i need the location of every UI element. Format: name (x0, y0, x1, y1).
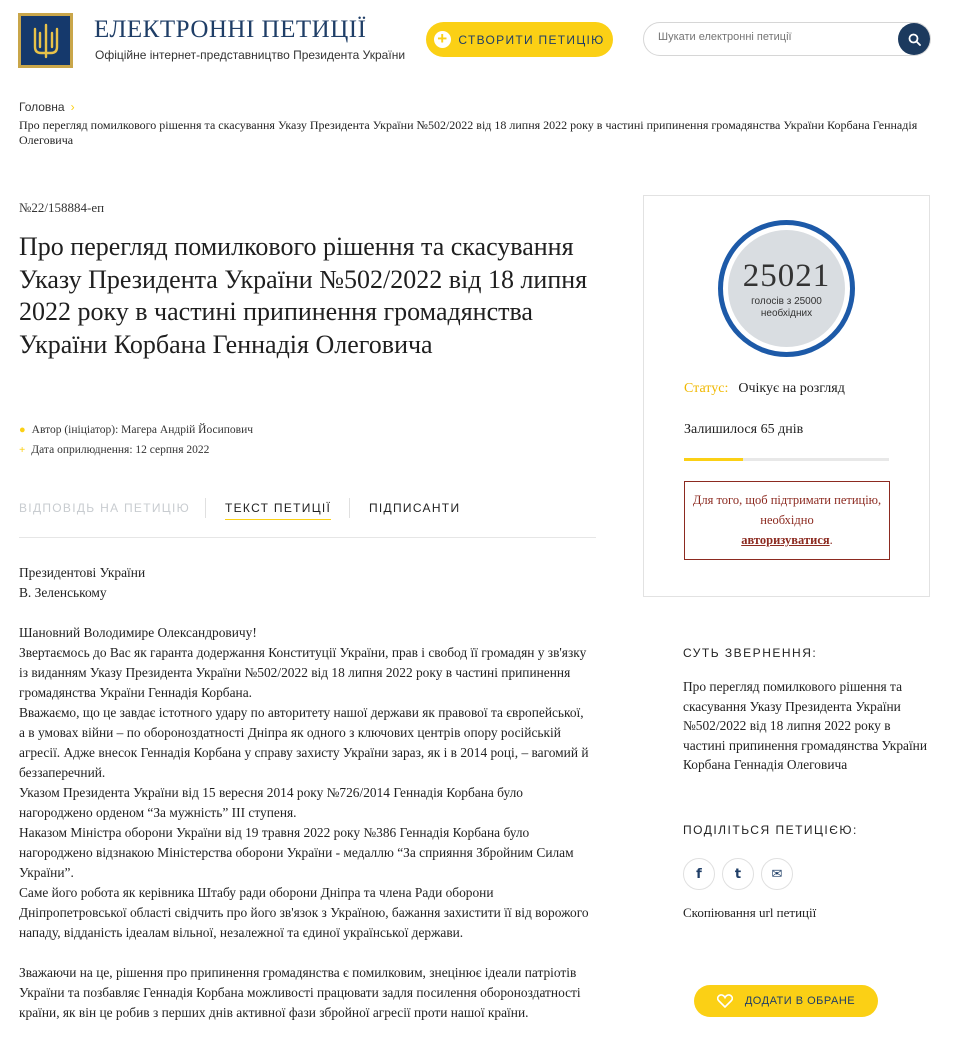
search-icon (908, 33, 921, 46)
auth-notice-text: Для того, щоб підтримати петицію, необхідно (692, 493, 882, 527)
plus-icon: + (19, 444, 26, 456)
tab-divider (349, 498, 350, 518)
body-paragraph: Наказом Міністра оборони України від 19 травня 2022 року №386 Геннадія Корбана було нагороджено відзнакою Міністерства оборони України - медаллю “За сприяння Збройним Силам України”. (19, 825, 574, 880)
date-text: Дата оприлюднення: 12 серпня 2022 (31, 444, 210, 456)
trident-icon (31, 23, 61, 59)
vote-counter (718, 220, 855, 357)
tab-signers[interactable]: ПІДПИСАНТИ (369, 501, 461, 515)
facebook-share-button[interactable] (683, 858, 715, 890)
body-paragraph: Вважаємо, що це завдає істотного удару по авторитету нашої держави як правової та європейської, а в умовах війни – по обороноздатності Дніпра як одного з ключових центрів опору російській агресії. Адже внесок Геннадія Корбана у справу захисту України зараз, як і в 2014 році, – вагомий й беззаперечний. (19, 705, 589, 780)
breadcrumb-home-link[interactable]: Головна (19, 100, 65, 114)
greeting: Шановний Володимире Олександровичу! (19, 625, 257, 640)
site-header (0, 0, 955, 82)
site-subtitle: Офіційне інтернет-представництво Президента України (95, 48, 406, 62)
body-paragraph: Указом Президента України від 15 вересня 2014 року №726/2014 Геннадія Корбана було нагороджено орденом “За мужність” ІІІ ступеня. (19, 785, 523, 820)
tab-divider (205, 498, 206, 518)
petition-status (684, 381, 845, 397)
twitter-icon: t (734, 866, 742, 882)
petition-author (19, 424, 253, 436)
petition-body (19, 563, 589, 1023)
petition-number: №22/158884-еп (19, 200, 105, 215)
progress-bar (684, 458, 889, 461)
tab-answer[interactable]: ВІДПОВІДЬ НА ПЕТИЦІЮ (19, 501, 191, 515)
add-to-favorites-label: ДОДАТИ В ОБРАНЕ (744, 995, 856, 1007)
days-remaining: Залишилося 65 днів (684, 422, 804, 437)
essence-heading: СУТЬ ЗВЕРНЕННЯ: (683, 646, 818, 660)
share-heading: ПОДІЛІТЬСЯ ПЕТИЦІЄЮ: (683, 823, 858, 837)
site-title[interactable]: ЕЛЕКТРОННІ ПЕТИЦІЇ (94, 16, 367, 43)
login-link[interactable]: авторизуватися (741, 533, 830, 547)
vote-panel (643, 195, 930, 597)
vote-count-caption: голосів з 25000 необхідних (751, 296, 822, 319)
search-button[interactable] (898, 23, 930, 55)
tab-text[interactable]: ТЕКСТ ПЕТИЦІЇ (225, 501, 331, 520)
addressee-line: Президентові України (19, 565, 146, 580)
essence-text: Про перегляд помилкового рішення та скасування Указу Президента України №502/2022 від 18 липня 2022 року в частині припинення громадянства України Корбана Геннадія Олеговича (683, 679, 928, 772)
email-share-button[interactable] (761, 858, 793, 890)
progress-fill (684, 458, 743, 461)
create-petition-label: СТВОРИТИ ПЕТИЦІЮ (458, 32, 605, 47)
body-paragraph: Зважаючи на це, рішення про припинення громадянства є помилковим, знецінює ідеали патріотів України та позбавляє Геннадія Корбана можливості працювати задля посилення обороноздатності країни, як він це робив з перших днів активної фази збройної агресії проти нашої країни. (19, 965, 581, 1020)
plus-icon: + (434, 31, 451, 48)
page-title: Про перегляд помилкового рішення та скасування Указу Президента України №502/2022 від 18 липня 2022 року в частині припинення громадянства України Корбана Геннадія Олеговича (19, 232, 588, 359)
breadcrumb-current: Про перегляд помилкового рішення та скасування Указу Президента України №502/2022 від 18 липня 2022 року в частині припинення громадянства України Корбана Геннадія Олеговича (19, 118, 918, 147)
search-bar (643, 22, 931, 56)
addressee-line: В. Зеленському (19, 585, 107, 600)
person-icon: ● (19, 424, 26, 436)
vote-counter-inner (728, 230, 845, 347)
envelope-icon: ✉ (771, 866, 783, 882)
petition-tabs (19, 498, 596, 538)
site-logo[interactable] (18, 13, 73, 68)
status-badge: Очікує на розгляд (738, 381, 845, 396)
heart-icon (717, 994, 733, 1008)
author-text: Автор (ініціатор): Магера Андрій Йосипович (31, 424, 254, 436)
auth-notice (684, 481, 890, 560)
status-label: Статус: (684, 381, 729, 396)
twitter-share-button[interactable] (722, 858, 754, 890)
add-to-favorites-button[interactable] (694, 985, 878, 1017)
body-paragraph: Саме його робота як керівника Штабу ради оборони Дніпра та члена Ради оборони Дніпропетровської області свідчить про його зв'язок з Україною, бажання захистити її від ворожого нападу, відданість ідеалам вільної, незалежної та єдиної української держави. (19, 885, 589, 940)
copy-url-link[interactable]: Скопіювання url петиції (683, 905, 817, 920)
search-input[interactable] (658, 31, 888, 43)
auth-notice-end: . (829, 533, 833, 547)
body-paragraph: Звертаємось до Вас як гаранта додержання Конституції України, прав і свобод її громадян у зв'язку із виданням Указу Президента України №502/2022 від 18 липня 2022 року в частині припинення громадянства України Геннадія Корбана. (19, 645, 587, 700)
vote-count: 25021 (742, 258, 831, 294)
chevron-right-icon: › (70, 100, 75, 114)
create-petition-button[interactable] (426, 22, 613, 57)
breadcrumb (19, 100, 75, 114)
facebook-icon: f (696, 866, 702, 882)
petition-date (19, 444, 209, 456)
